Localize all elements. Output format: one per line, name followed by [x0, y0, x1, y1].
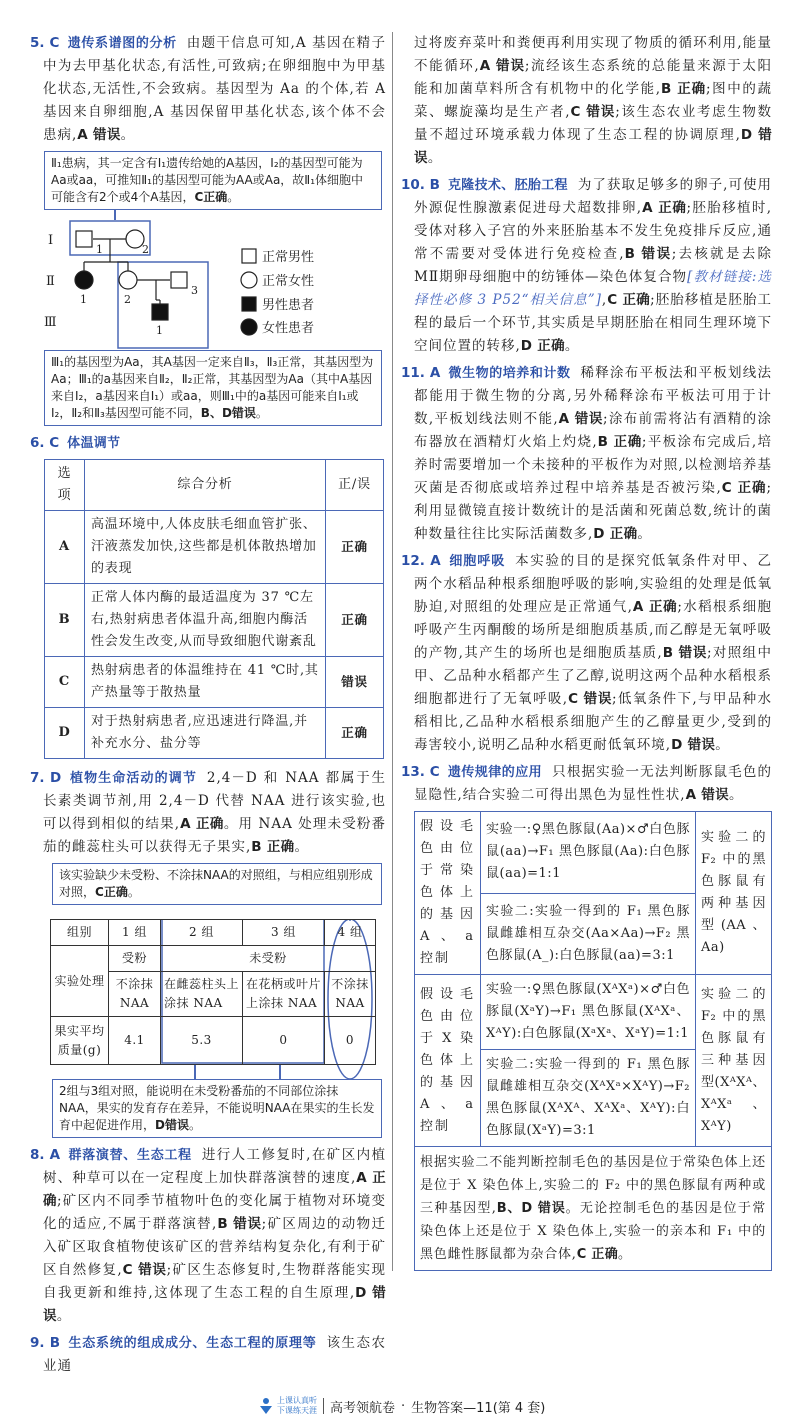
question-number: 8. A: [30, 1147, 61, 1163]
text: 2 组: [161, 920, 243, 946]
answer-text: 只根据实验一无法判断豚鼠毛色的显隐性,结合实验二可得出黑色为显性性状,: [414, 764, 773, 803]
answer-text: 。: [637, 526, 652, 542]
answer-q13: [401, 761, 772, 807]
answer-text: 2组与3组对照，能说明在未受粉番茄的不同部位涂抹NAA，果实的发育存在差异，不能说明NAA在果实的生长发育中起促进作用，: [59, 1084, 375, 1132]
logo-text: 上课认真听: [277, 1396, 317, 1405]
answer-text: Ⅲ₁的基因型为Aa，其A基因一定来自Ⅱ₃，Ⅱ₃正常，其基因型为Aa；Ⅲ₁的a基因来自Ⅱ₂，Ⅱ₂正常，其基因型为Aa（其中A基因来自Ⅰ₂，a基因来自Ⅰ₁）或aa，则Ⅲ₁中的a基因可能来自Ⅰ₁或Ⅰ₂，Ⅱ₂和Ⅱ₃基因型可能不同，: [51, 355, 374, 420]
question-topic: 生态系统的组成成分、生态工程的原理等: [68, 1336, 317, 1351]
verdict-text: A 错误: [685, 787, 729, 803]
text: 实验二的 F₂ 中的黑色豚鼠有三种基因型(XᴬXᴬ、XᴬXᵃ、XᴬY): [696, 975, 772, 1147]
footer-dot: ·: [401, 1398, 406, 1414]
table-row: [45, 657, 384, 708]
table-q7-wrapper: [50, 919, 376, 1065]
text: 假设毛色由位于常染色体上的基因 A、a 控制: [415, 812, 481, 975]
verdict-text: A 正确: [642, 200, 687, 216]
verdict-text: A 正确: [632, 599, 678, 615]
text: 高温环境中,人体皮肤毛细血管扩张、汗液蒸发加快,这些都是机体散热增加的表现: [85, 511, 326, 584]
gen-label-i: Ⅰ: [48, 233, 54, 248]
text: 对于热射病患者,应迅速进行降温,并补充水分、盐分等: [85, 708, 326, 759]
left-column: [0, 32, 392, 1382]
page-number: 生物答案—11(第 4 套): [411, 1400, 546, 1416]
verdict-text: D 正确: [520, 338, 565, 354]
text: 在花柄或叶片上涂抹 NAA: [243, 972, 325, 1017]
verdict-text: B、D错误: [200, 406, 256, 420]
question-topic: 细胞呼吸: [448, 554, 506, 569]
verdict-text: B 错误: [662, 645, 707, 661]
gen-label-ii: Ⅱ: [46, 274, 55, 289]
answer-text: 。: [294, 839, 309, 855]
answer-text: 。: [618, 1247, 632, 1262]
text: 实验一:♀黑色豚鼠(XᴬXᵃ)×♂白色豚鼠(XᵃY)→F₁ 黑色豚鼠(XᴬXᵃ、XᴬY):白色豚鼠(XᵃXᵃ、XᵃY)=1:1: [481, 975, 696, 1050]
answer-text: 为了获取足够多的卵子,可使用外源促性腺激素促进母犬超数排卵,: [414, 177, 773, 216]
table-q6: [44, 459, 384, 759]
legend-label: 正常男性: [262, 250, 315, 265]
logo-icon: [258, 1397, 274, 1415]
answer-text: 。: [728, 787, 744, 803]
answer-text: ;胚胎移植是胚胎工程的最后一个环节,其实质是早期胚胎在相同生理环境下空间位置的转移,: [414, 292, 772, 354]
question-number: 11. A: [401, 365, 441, 381]
text: 在雌蕊柱头上涂抹 NAA: [161, 972, 243, 1017]
answer-text: 。: [715, 737, 730, 753]
text: 正确: [326, 511, 384, 584]
answer-text: 2,4－D 和 NAA 都属于生长素类调节剂,用 2,4－D 代替 NAA 进行该实验,也可以得到相似的结果,: [43, 770, 386, 832]
verdict-text: D 错误: [414, 127, 772, 166]
footer-separator: [323, 1398, 324, 1414]
text: 正常人体内酶的最适温度为 37 ℃左右,热射病患者体温升高,细胞内酶活性会发生改变,从而导致细胞代谢紊乱: [85, 584, 326, 657]
answer-text: ;矿区生态修复时,生物群落能实现自我更新和维持,这体现了生态工程的自生原理,: [43, 1262, 387, 1301]
text: 4 组: [325, 920, 376, 946]
legend-label: 男性患者: [262, 298, 315, 313]
answer-text: 。: [120, 127, 136, 143]
answer-text: ;胚胎移植时,受体对移入子宫的外来胚胎基本不发生免疫排斥反应,通常不需要对受体进行免疫检查,: [414, 200, 772, 262]
text: 实验二的 F₂ 中的黑色豚鼠有两种基因型(AA、Aa): [696, 812, 772, 975]
series-title: 高考领航卷: [330, 1400, 396, 1416]
text: B: [45, 584, 85, 657]
answer-text: 。: [427, 150, 443, 166]
answer-text: ;利用显微镜直接计数统计的是活菌和死菌总数,统计的菌种数量往往比实际活菌数多,: [414, 480, 772, 542]
answer-text: ;对照组中甲、乙品种水稻都产生了乙醇,说明这两个品种水稻根系细胞都进行了无氧呼吸,: [414, 645, 772, 707]
table-q13-wrapper: [401, 811, 772, 1271]
text: 正确: [326, 584, 384, 657]
answer-text: 该实验缺少未受粉、不涂抹NAA的对照组，与相应组别形成对照，: [59, 868, 373, 899]
text: 2: [124, 293, 131, 306]
text: 1: [96, 243, 103, 256]
answer-text: ;该生态农业考虑生物数量不超过环境承载力体现了生态工程的协调原理,: [414, 104, 772, 143]
verdict-text: A 错误: [479, 58, 525, 74]
answer-text: 该生态农业通: [43, 1335, 387, 1374]
verdict-text: C 错误: [122, 1262, 167, 1278]
connector: [44, 1065, 382, 1079]
text: 受粉: [109, 946, 161, 972]
answer-q9-continued: [401, 32, 772, 170]
pedigree-ii3-normal-male: [171, 272, 187, 288]
table-q13: [414, 811, 772, 1271]
answer-q7: [30, 767, 386, 859]
answer-text: 。: [127, 885, 140, 899]
question-number: 7. D: [30, 770, 62, 786]
answer-q10: [401, 174, 772, 358]
pedigree-ii1-affected-female: [75, 271, 93, 289]
legend-normal-male-icon: [242, 249, 256, 263]
text: 实验处理: [51, 946, 109, 1017]
legend-normal-female-icon: [241, 272, 257, 288]
question-topic: 植物生命活动的调节: [69, 771, 197, 786]
legend-label: 女性患者: [262, 321, 315, 336]
verdict-text: B 错误: [217, 1216, 262, 1232]
text: 3: [191, 284, 198, 297]
question-topic: 体温调节: [67, 436, 121, 451]
two-column-layout: [0, 32, 800, 1382]
table-header: 选项: [45, 460, 85, 511]
callout-q7-c: [52, 863, 382, 905]
table-row: [45, 584, 384, 657]
answer-text: ,: [601, 292, 608, 308]
legend-affected-female-icon: [241, 319, 257, 335]
text: A: [45, 511, 85, 584]
answer-text: 。: [564, 338, 580, 354]
text: 0: [325, 1017, 376, 1065]
verdict-text: C 正确: [721, 480, 767, 496]
text: 未受粉: [161, 946, 376, 972]
table-row: [415, 812, 772, 894]
verdict-text: C正确: [95, 885, 128, 899]
verdict-text: C 正确: [607, 292, 651, 308]
verdict-text: C 正确: [576, 1247, 619, 1262]
pedigree-ii2-normal-female: [119, 271, 137, 289]
answer-text: Ⅱ₁患病，其一定含有Ⅰ₁遗传给她的A基因，Ⅰ₂的基因型可能为Aa或aa，可推知Ⅱ₁的基因型可能为AA或Aa，故Ⅱ₁体细胞中可能含有2个或4个A基因，: [51, 156, 364, 204]
text: 2: [142, 243, 149, 256]
verdict-text: B、D 错误: [496, 1201, 566, 1216]
text: 实验二:实验一得到的 F₁ 黑色豚鼠雌雄相互杂交(Aa×Aa)→F₂ 黑色豚鼠(A_):白色豚鼠(aa)=3:1: [481, 893, 696, 975]
answer-text: 。用 NAA 处理未受粉番茄的雌蕊柱头可以获得无子果实,: [43, 816, 386, 855]
text: 假设毛色由位于 X 染色体上的基因 A、a 控制: [415, 975, 481, 1147]
text: 0: [243, 1017, 325, 1065]
table-header: 正/误: [326, 460, 384, 511]
answer-text: ;平板涂布完成后,培养时需要增加一个未接种的平板作为对照,以检测培养基灭菌是否彻底或培养过程中培养基是否被污染,: [414, 434, 772, 496]
verdict-text: C正确: [194, 190, 228, 204]
right-column: [392, 32, 800, 1271]
answer-text: ;水稻根系细胞呼吸产生丙酮酸的场所是细胞质基质,而乙醇是无氧呼吸的产物,其产生的场所也是细胞质基质,: [414, 599, 772, 661]
legend-affected-male-icon: [242, 297, 256, 311]
answer-q8: [30, 1144, 386, 1328]
answer-text: ;低氧条件下,与甲品种水稻相比,乙品种水稻根系细胞产生的乙醇量更少,受到的毒害较小,说明乙品种水稻更耐低氧环境,: [414, 691, 773, 753]
answer-text: 进行人工修复时,在矿区内植树、种草可以在一定程度上加快群落演替的速度,: [43, 1147, 387, 1186]
answer-q11: [401, 362, 772, 546]
text: 实验二:实验一得到的 F₁ 黑色豚鼠雌雄相互杂交(XᴬXᵃ×XᴬY)→F₂ 黑色豚鼠(XᴬXᴬ、XᴬXᵃ、XᴬY):白色豚鼠(XᵃY)=3:1: [481, 1050, 696, 1147]
answer-text: ;去核就是去除 MⅡ期卵母细胞中的纺锤体—染色体复合物: [414, 246, 772, 285]
verdict-text: B 正确: [661, 81, 707, 97]
pedigree-chart: [38, 220, 378, 350]
text: 正确: [326, 708, 384, 759]
question-number: 10. B: [401, 177, 440, 193]
pedigree-i1-normal-male: [76, 231, 92, 247]
callout-q5-c: [44, 151, 382, 210]
text: 4.1: [109, 1017, 161, 1065]
connector: [44, 210, 382, 220]
verdict-text: A 错误: [558, 411, 604, 427]
answer-text: 根据实验二不能判断控制毛色的基因是位于常染色体上还是位于 X 染色体上,实验二的 F₂ 中的黑色豚鼠有两种或三种基因型,: [420, 1155, 766, 1216]
text: 1: [156, 324, 163, 337]
table-row: [45, 708, 384, 759]
verdict-text: D错误: [155, 1118, 189, 1132]
answer-text: 。无论控制毛色的基因是位于常染色体上还是位于 X 染色体上,实验一的亲本和 F₁ 中的黑色雌性豚鼠都为杂合体,: [420, 1201, 767, 1262]
verdict-text: D 错误: [43, 1285, 386, 1324]
table-row: [415, 1147, 772, 1271]
table-row: [415, 975, 772, 1050]
verdict-text: C 错误: [570, 104, 616, 120]
answer-text: ;矿区内不同季节植物叶色的变化属于植物对环境变化的适应,不属于群落演替,: [43, 1193, 386, 1232]
question-topic: 群落演替、生态工程: [68, 1148, 192, 1163]
answer-text: 。: [188, 1118, 201, 1132]
page-footer: [258, 1396, 800, 1416]
text: 不涂抹 NAA: [325, 972, 376, 1017]
verdict-text: A 正确: [180, 816, 224, 832]
answer-text: 稀释涂布平板法和平板划线法都能用于微生物的分离,另外稀释涂布平板法可用于计数,平板划线法则不能,: [414, 365, 772, 427]
verdict-text: B 正确: [251, 839, 295, 855]
verdict-text: D 错误: [671, 737, 716, 753]
text: D: [45, 708, 85, 759]
verdict-text: A 错误: [77, 127, 121, 143]
publisher-logo: [258, 1396, 317, 1416]
text: C: [45, 657, 85, 708]
answer-text: 由题干信息可知,A 基因在精子中为去甲基化状态,有活性,可致病;在卵细胞中为甲基化状态,无活性,不会致病。基因型为 Aa 的个体,若 A 基因来自卵细胞,A 基因保留甲基化状态,该个体不会患病,: [43, 35, 386, 143]
text: 不涂抹 NAA: [109, 972, 161, 1017]
textbook-link: [教材链接:选择性必修 3 P52“相关信息”]: [414, 269, 772, 308]
answer-q12: [401, 550, 772, 757]
text: 错误: [326, 657, 384, 708]
question-topic: 遗传系谱图的分析: [67, 36, 177, 51]
gen-label-iii: Ⅲ: [44, 315, 57, 330]
question-number: 6. C: [30, 435, 60, 451]
verdict-text: B 正确: [597, 434, 642, 450]
answer-text: ;矿区周边的动物迁入矿区取食植物使该矿区的营养结构复杂化,有利于矿区自然修复,: [43, 1216, 386, 1278]
text: 3 组: [243, 920, 325, 946]
question-topic: 遗传规律的应用: [447, 765, 543, 780]
question-topic: 克隆技术、胚胎工程: [447, 178, 568, 193]
answer-text: ;图中的蔬菜、螺旋藻均是生产者,: [414, 81, 772, 120]
question-number: 9. B: [30, 1335, 60, 1351]
verdict-text: D 正确: [593, 526, 638, 542]
table-header: 综合分析: [85, 460, 326, 511]
legend-label: 正常女性: [262, 274, 315, 289]
table-q7: [50, 919, 376, 1065]
text: 热射病患者的体温维持在 41 ℃时,其产热量等于散热量: [85, 657, 326, 708]
text: 5.3: [161, 1017, 243, 1065]
question-number: 13. C: [401, 764, 440, 780]
question-number: 12. A: [401, 553, 441, 569]
answer-q9: [30, 1332, 386, 1378]
text: 1: [80, 293, 87, 306]
verdict-text: C 错误: [568, 691, 613, 707]
verdict-text: A 正确: [43, 1170, 386, 1209]
answer-text: 本实验的目的是探究低氧条件对甲、乙两个水稻品种根系细胞呼吸的影响,实验组的处理是低氧胁迫,对照组的处理应是正常通气,: [414, 553, 772, 615]
pedigree-iii1-affected-male: [152, 304, 168, 320]
question-topic: 微生物的培养和计数: [448, 366, 571, 381]
table-q13-conclusion: [415, 1147, 772, 1271]
text: 1 组: [109, 920, 161, 946]
answer-text: 。: [227, 190, 240, 204]
text: 组别: [51, 920, 109, 946]
verdict-text: B 错误: [624, 246, 672, 262]
answer-q6: [30, 432, 386, 455]
question-number: 5. C: [30, 35, 60, 51]
logo-text: 下课练天涯: [277, 1406, 317, 1415]
answer-text: 过将废弃菜叶和粪便再利用实现了物质的循环利用,能量不能循环,: [414, 35, 772, 74]
text: 实验一:♀黑色豚鼠(Aa)×♂白色豚鼠(aa)→F₁ 黑色豚鼠(Aa):白色豚鼠(aa)=1:1: [481, 812, 696, 894]
table-row: [45, 511, 384, 584]
answer-text: 。: [255, 406, 268, 420]
answer-q5: [30, 32, 386, 147]
text: 果实平均质量(g): [51, 1017, 109, 1065]
answer-text: 。: [56, 1308, 72, 1324]
answer-text: ;涂布前需将沾有酒精的涂布器放在酒精灯火焰上灼烧,: [414, 411, 772, 450]
callout-q5-bd: [44, 350, 382, 426]
answer-text: ;流经该生态系统的总能量来源于太阳能和加菌草料所含有机物中的化学能,: [414, 58, 772, 97]
